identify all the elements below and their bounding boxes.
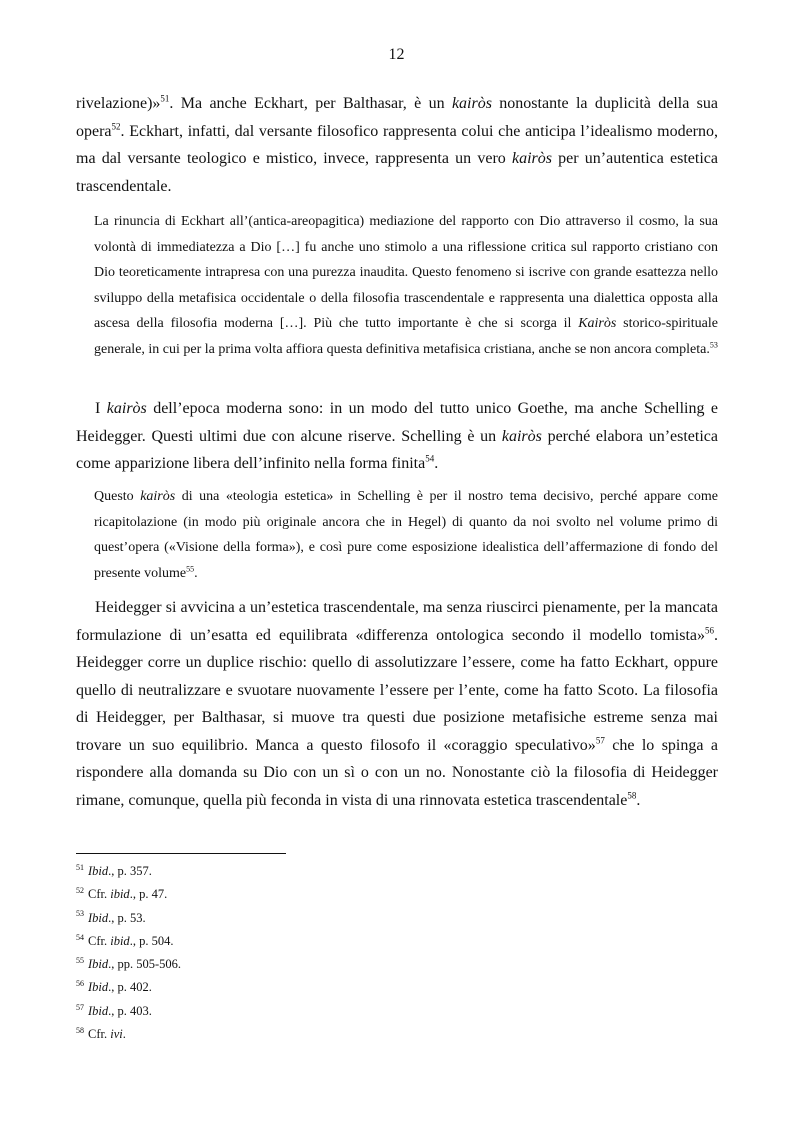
footnote-52: $^{52}$ Cfr. ibid., p. 47.: [76, 886, 168, 902]
footnote-ref-55[interactable]: 55: [186, 563, 195, 573]
footnote-58: $^{58}$ Cfr. ivi.: [76, 1025, 126, 1042]
footnote-ref-52[interactable]: 52: [111, 121, 121, 132]
footnote-56: $^{56}$ Ibid., p. 402.: [76, 979, 152, 995]
footnote-51: $^{51}$ Ibid., p. 357.: [76, 862, 152, 878]
footnote-55: $^{55}$ Ibid., pp. 505-506.: [76, 956, 182, 972]
body-paragraph-1: rivelazione)»$^{51}$. Ma anche Eckhart, per Balthasar, è un kairòs nonostante la duplicità della sua opera$^{52}$. Eckhart, infatti, dal versante filosofico rappresenta colui che anticipa l’idealismo moderno, ma dal versante teologico e mistico, invece, rappresenta un vero kairòs per un’autentica estetica trascendentale.: [76, 93, 719, 195]
footnote-ref-53[interactable]: 53: [709, 339, 718, 349]
body-paragraph-2: I kairòs dell’epoca moderna sono: in un modo del tutto unico Goethe, ma anche Schelling e Heidegger. Questi ultimi due con alcune riserve. Schelling è un kairòs perché elabora un’estetica come apparizione libera dell’infinito nella forma finita$^{54}$.: [76, 400, 719, 472]
footnote-ref-54[interactable]: 54: [425, 453, 435, 464]
footnote-53: $^{53}$ Ibid., p. 53.: [76, 909, 146, 925]
body-paragraph-3: Heidegger si avvicina a un’estetica trascendentale, ma senza riuscirci pienamente, per la mancata formulazione di un’esatta ed equilibrata «differenza ontologica secondo il modello tomista»$^{56}$. Heidegger corre un duplice rischio: quello di assolutizzare l’essere, come ha fatto Eckhart, oppure quello di neutralizzare e svuotare nuovamente l’essere per l’ente, come ha fatto Scoto. La filosofia di Heidegger, per Balthasar, si muove tra questi due posizione metafisiche estreme senza mai trovare un suo equilibrio. Manca a questo filosofo il «coraggio speculativo»$^{57}$ che lo spinga a rispondere alla domanda su Dio con un sì o con un no. Nonostante ciò la filosofia di Heidegger rimane, comunque, quella più feconda in vista di una rinnovata estetica trascendentale$^{58}$.: [76, 599, 718, 809]
footnote-ref-57[interactable]: 57: [595, 735, 605, 746]
footnotes-list: [76, 860, 716, 1046]
footnote-54: $^{54}$ Cfr. ibid., p. 504.: [76, 932, 174, 948]
footnote-57: $^{57}$ Ibid., p. 403.: [76, 1002, 152, 1018]
footnote-separator: [76, 853, 286, 854]
page-number: 12: [388, 46, 405, 63]
footnote-ref-58[interactable]: 58: [627, 790, 637, 801]
footnote-ref-56[interactable]: 56: [705, 625, 714, 636]
footnote-ref-51[interactable]: 51: [160, 93, 170, 104]
block-quote-eckhart: La rinuncia di Eckhart all’(antica-areopagitica) mediazione del rapporto con Dio attraverso il cosmo, la sua volontà di immediatezza a Dio […] fu anche uno stimolo a una riflessione critica sul rapporto cristiano con Dio teoreticamente intrapresa con una purezza inaudita. Questo fenomeno si iscrive con grande esattezza nello sviluppo della metafisica occidentale o della filosofia trascendentale e rappresenta una dialettica opposta alla ascesa della filosofia moderna […]. Più che tutto importante è che si scorga il Kairòs storico-spirituale generale, in cui per la prima volta affiora questa definitiva metafisica cristiana, anche se non ancora completa.$^{53}$: [94, 214, 718, 357]
block-quote-schelling: Questo kairòs di una «teologia estetica» in Schelling è per il nostro tema decisivo, perché appare come ricapitolazione (in modo più originale ancora che in Hegel) di quanto da noi svolto nel volume primo di quest’opera («Visione della forma»), e così pure come esposizione idealistica dell’affermazione di fondo del presente volume$^{55}$.: [94, 489, 718, 581]
